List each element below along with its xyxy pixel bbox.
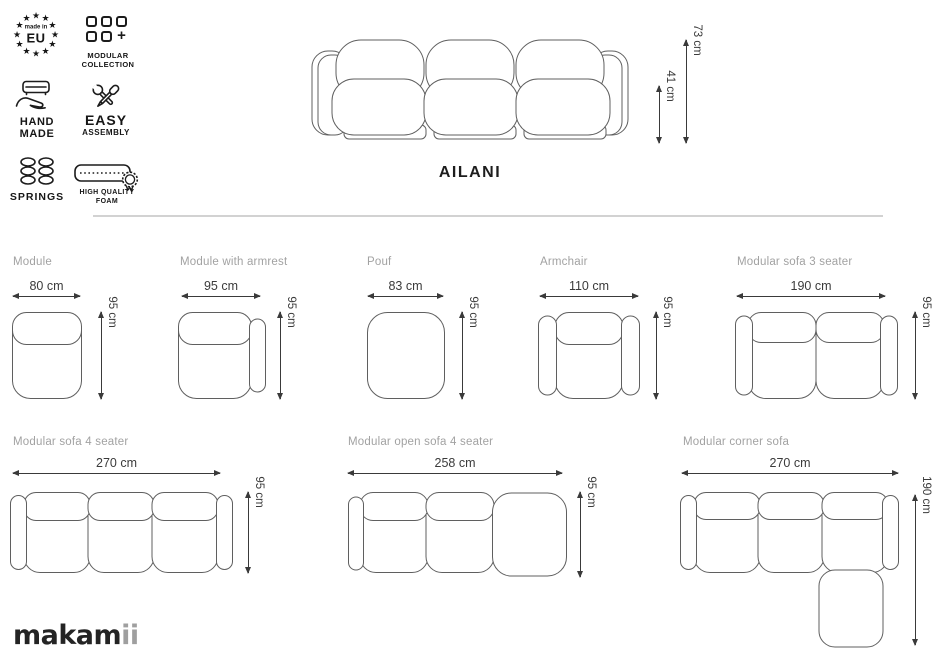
back-cushion	[24, 493, 90, 521]
height-arrow	[915, 495, 916, 645]
width-arrow	[737, 296, 885, 297]
back-cushion	[694, 493, 760, 520]
height-arrow	[462, 312, 463, 399]
width-dimension	[540, 279, 638, 297]
hand-text: HAND	[19, 116, 55, 128]
module-figure	[12, 312, 82, 399]
width-value: 270 cm	[769, 456, 811, 470]
product-name: Modular open sofa 4 seater	[348, 436, 494, 448]
divider	[93, 215, 883, 217]
height-value: 95 cm	[920, 296, 932, 328]
eu-badge-text	[25, 25, 48, 46]
height-arrow	[915, 312, 916, 399]
grid-square-icon	[101, 16, 112, 27]
right-armrest	[217, 496, 233, 570]
made-in-label: made in	[24, 24, 48, 31]
plus-icon: +	[117, 27, 126, 44]
star-icon: ★	[22, 13, 31, 24]
width-dimension	[737, 279, 885, 297]
pouf	[493, 493, 567, 576]
easy-text: EASY	[84, 112, 128, 128]
right-armrest	[622, 316, 640, 395]
width-value: 258 cm	[434, 456, 476, 470]
corner-sofa-figure	[680, 492, 899, 648]
product-name: Module	[13, 256, 52, 268]
width-dimension	[348, 456, 562, 474]
height-arrow	[248, 492, 249, 573]
width-arrow	[682, 473, 898, 474]
back-cushion	[748, 313, 816, 343]
back-cushion	[13, 313, 82, 345]
star-icon: ★	[41, 45, 50, 56]
open-sofa-4-seater-figure	[348, 492, 567, 577]
hero-sofa-figure	[310, 37, 630, 147]
star-icon: ★	[41, 13, 50, 24]
seat-height-value: 41 cm	[664, 70, 676, 102]
product-name: Modular sofa 3 seater	[737, 256, 853, 268]
hand-made-icon	[14, 80, 58, 115]
sofa-4-seater-figure	[10, 492, 233, 573]
height-arrow	[280, 312, 281, 399]
width-arrow	[368, 296, 443, 297]
hand-made-label	[8, 116, 66, 140]
star-icon: ★	[15, 20, 24, 30]
grid-square-icon	[101, 31, 112, 42]
high-quality-foam-label	[70, 188, 144, 206]
high-quality-foam-icon	[74, 160, 140, 191]
foam-text: FOAM	[95, 198, 119, 205]
module-with-armrest-figure	[178, 312, 266, 399]
width-dimension	[13, 279, 80, 297]
easy-assembly-icon	[88, 80, 124, 116]
sofa-3-seater-figure	[735, 312, 898, 399]
assembly-text: ASSEMBLY	[82, 128, 130, 137]
made-in-eu-badge	[12, 11, 60, 59]
width-arrow	[13, 473, 220, 474]
height-value: 95 cm	[467, 296, 479, 328]
right-armrest	[881, 316, 898, 395]
eu-label: EU	[26, 30, 46, 46]
corner-pouf	[819, 570, 883, 647]
grid-square-icon	[86, 31, 97, 42]
modular-text: MODULAR	[87, 51, 129, 60]
width-dimension	[182, 279, 260, 297]
star-icon: ★	[48, 39, 57, 49]
right-armrest	[883, 496, 899, 570]
star-icon: ★	[48, 20, 57, 30]
width-value: 110 cm	[568, 279, 610, 293]
collection-text: COLLECTION	[81, 60, 135, 69]
back-cushion	[555, 313, 623, 345]
star-icon: ★	[12, 29, 22, 40]
width-value: 95 cm	[203, 279, 239, 293]
left-armrest	[349, 497, 364, 570]
height-value: 95 cm	[106, 296, 118, 328]
left-armrest	[681, 496, 697, 570]
width-dimension	[682, 456, 898, 474]
height-arrow	[101, 312, 102, 399]
width-arrow	[13, 296, 80, 297]
width-value: 83 cm	[388, 279, 423, 293]
width-arrow	[540, 296, 638, 297]
pouf-figure	[367, 312, 445, 399]
grid-square-icon	[86, 16, 97, 27]
armrest	[250, 319, 266, 392]
page-title: AILANI	[438, 164, 502, 181]
logo-suffix: ii	[121, 620, 139, 651]
back-cushion	[152, 493, 218, 521]
height-value: 95 cm	[661, 296, 673, 328]
width-dimension	[368, 279, 443, 297]
seat-cushion	[424, 79, 518, 135]
left-armrest	[539, 316, 557, 395]
width-arrow	[348, 473, 562, 474]
easy-assembly-label	[78, 113, 134, 137]
total-height-value: 73 cm	[691, 24, 703, 56]
back-cushion	[758, 493, 824, 520]
star-icon: ★	[31, 48, 41, 59]
width-value: 80 cm	[29, 279, 64, 293]
back-cushion	[816, 313, 884, 343]
back-cushion	[88, 493, 154, 521]
pouf	[368, 313, 445, 399]
back-cushion	[822, 493, 888, 520]
height-value: 95 cm	[285, 296, 297, 328]
star-icon: ★	[31, 10, 41, 21]
width-arrow	[182, 296, 260, 297]
width-dimension	[13, 456, 220, 474]
star-icon: ★	[15, 39, 24, 49]
width-value: 270 cm	[96, 456, 137, 470]
springs-icon	[18, 156, 56, 189]
made-text: MADE	[19, 128, 55, 140]
grid-square-icon	[116, 16, 127, 27]
armchair-figure	[538, 312, 640, 399]
height-arrow	[580, 492, 581, 577]
product-name: Modular corner sofa	[683, 436, 790, 448]
seat-height-arrow	[659, 86, 660, 143]
product-name: Armchair	[540, 256, 588, 268]
seat-cushion	[516, 79, 610, 135]
height-value: 95 cm	[585, 476, 597, 508]
height-value: 190 cm	[920, 476, 932, 514]
modular-collection-label	[76, 51, 140, 69]
back-cushion	[360, 493, 428, 521]
seat-cushion	[332, 79, 426, 135]
total-height-arrow	[686, 40, 687, 143]
brand-logo	[13, 620, 139, 651]
width-value: 190 cm	[790, 279, 832, 293]
back-cushion	[426, 493, 494, 521]
star-icon: ★	[22, 45, 31, 56]
left-armrest	[736, 316, 753, 395]
product-name: Pouf	[367, 256, 392, 268]
height-arrow	[656, 312, 657, 399]
logo-main: makam	[13, 620, 122, 651]
modular-collection-icon	[86, 16, 133, 42]
product-name: Modular sofa 4 seater	[13, 436, 129, 448]
star-icon: ★	[50, 29, 60, 40]
springs-label: SPRINGS	[9, 191, 65, 203]
back-cushion	[179, 313, 252, 345]
left-armrest	[11, 496, 27, 570]
high-quality-text: HIGH QUALITY	[79, 189, 135, 196]
height-value: 95 cm	[253, 476, 265, 508]
product-name: Module with armrest	[180, 256, 288, 268]
